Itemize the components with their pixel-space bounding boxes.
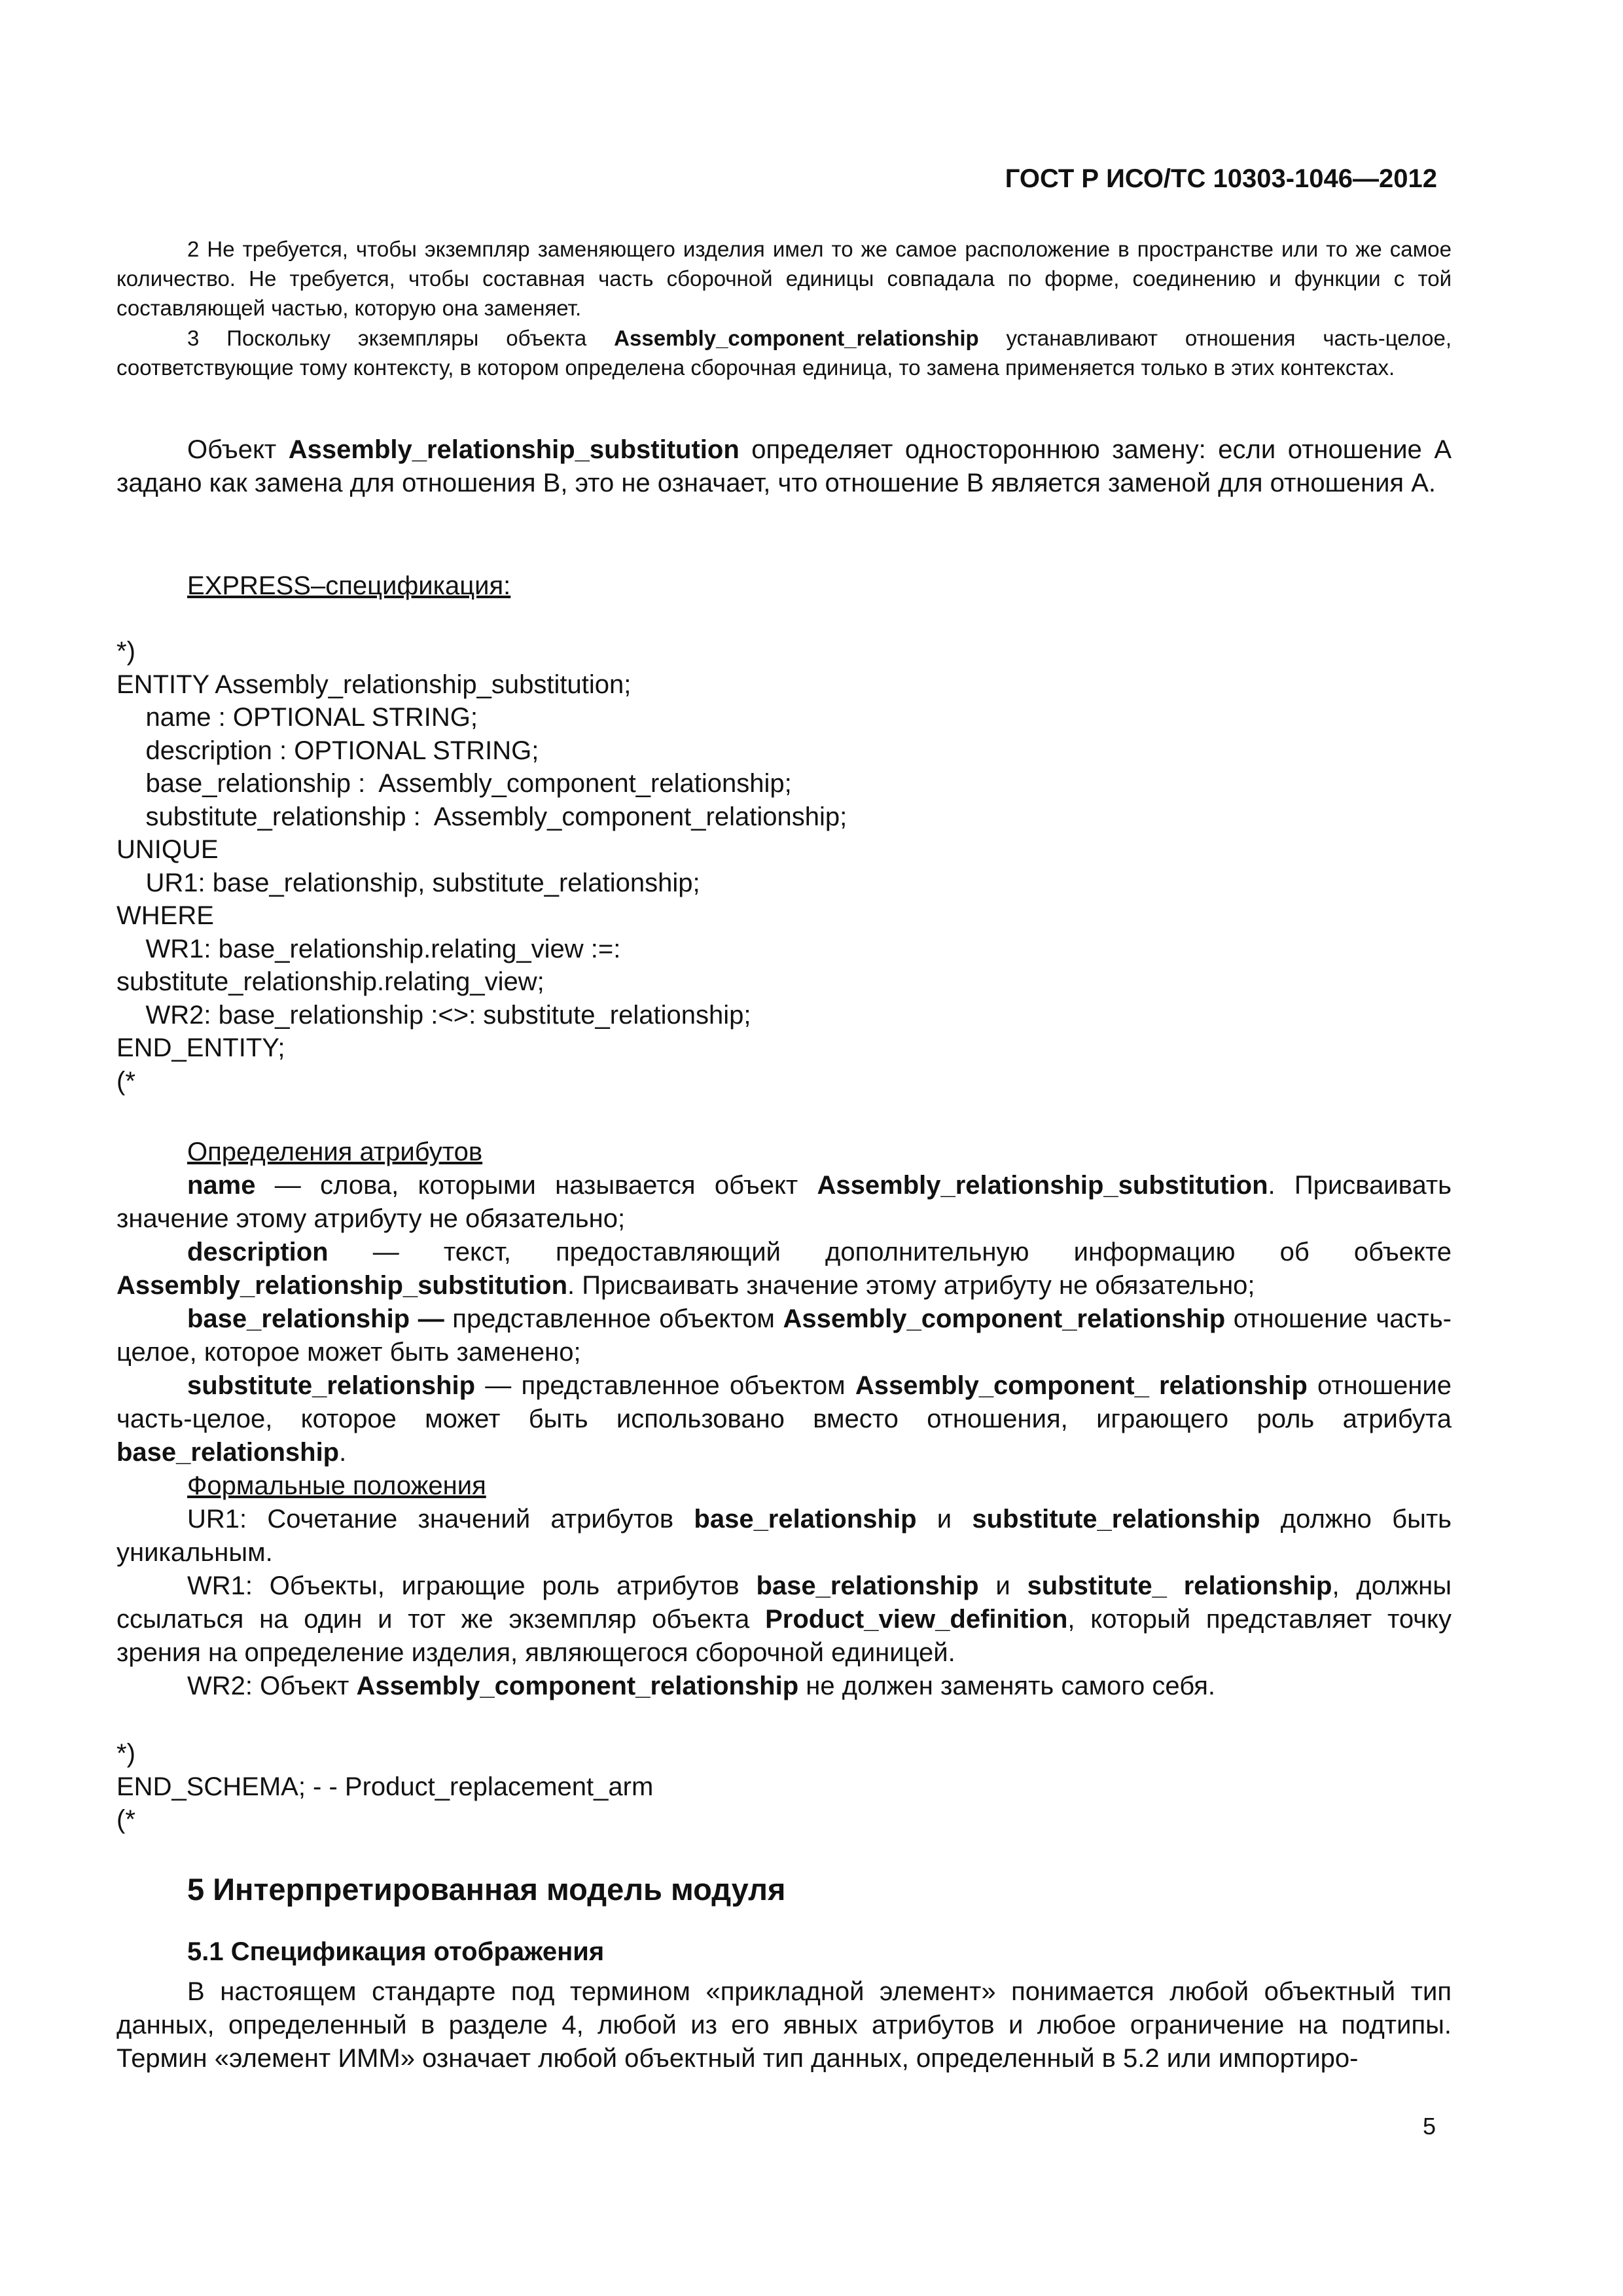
code-line: WHERE: [116, 901, 214, 930]
attr-part: — представленное объектом: [475, 1371, 855, 1400]
express-code-block: [116, 635, 1452, 1098]
formal-entity: base_relationship: [756, 1571, 979, 1600]
code-line: WR1: base_relationship.relating_view :=:: [116, 934, 621, 963]
formal-part: UR1: Сочетание значений атрибутов: [187, 1505, 694, 1534]
attr-entity: Assembly_relationship_substitution: [817, 1171, 1268, 1200]
code-line: (*: [116, 1066, 135, 1096]
attributes-heading: Определения атрибутов: [187, 1138, 483, 1166]
note-2-text: 2 Не требуется, чтобы экземпляр заменяющего изделия имел то же самое расположение в пространстве или то же самое количество. Не требуется, чтобы составная часть сборочной единицы совпадала по форме, соединению и функции с той составляющей частью, которую она заменяет.: [116, 237, 1452, 320]
formal-entity: substitute_relationship: [972, 1505, 1260, 1534]
attr-description-def: [116, 1236, 1452, 1302]
note-2: [116, 234, 1452, 323]
attr-substitute-def: [116, 1369, 1452, 1469]
code-line: name : OPTIONAL STRING;: [116, 703, 478, 732]
formal-part: , который представляет точку зрения на определение изделия, являющегося сборочной единицей.: [116, 1605, 1452, 1667]
attr-term: base_relationship —: [187, 1304, 444, 1333]
note-3-entity: Assembly_component_relationship: [614, 326, 979, 350]
code-line: *): [116, 1739, 135, 1768]
note-3-part: 3 Поскольку экземпляры объекта: [187, 326, 615, 350]
attr-part: представленное объектом: [444, 1304, 783, 1333]
attr-base-def: [116, 1302, 1452, 1369]
attr-part: .: [339, 1438, 347, 1467]
attr-part: . Присваивать значение этому атрибуту не обязательно;: [116, 1171, 1452, 1233]
formal-part: , должны ссылаться на один и тот же экземпляр объекта: [116, 1571, 1452, 1634]
express-label-block: [116, 569, 1452, 603]
express-end-schema-block: [116, 1737, 1452, 1837]
attr-entity: base_relationship: [116, 1438, 340, 1467]
code-line: *): [116, 637, 135, 666]
intro-part: определяет одностороннюю замену: если отношение A задано как замена для отношения B, это не означает, что отношение B является заменой для отношения A.: [116, 435, 1452, 497]
attr-part: отношение часть-целое, которое может быть использовано вместо отношения, играющего роль атрибута: [116, 1371, 1452, 1433]
express-label: EXPRESS–спецификация:: [187, 571, 511, 600]
intro-paragraph: [116, 433, 1452, 500]
attr-term: substitute_relationship: [187, 1371, 476, 1400]
attribute-definitions: [116, 1136, 1452, 1703]
formal-part: должно быть уникальным.: [116, 1505, 1452, 1567]
formal-entity: Assembly_component_relationship: [356, 1672, 799, 1700]
formal-part: и: [978, 1571, 1027, 1600]
note-3-text: [116, 323, 1452, 382]
code-line: base_relationship : Assembly_component_relationship;: [116, 769, 792, 798]
attr-part: — текст, предоставляющий дополнительную информацию об объекте: [328, 1238, 1452, 1266]
code-line: substitute_relationship : Assembly_component_relationship;: [116, 802, 847, 831]
formal-entity: base_relationship: [694, 1505, 917, 1534]
section-5-1-heading: 5.1 Спецификация отображения: [187, 1937, 605, 1966]
code-line: WR2: base_relationship :<>: substitute_relationship;: [116, 1000, 751, 1030]
formal-part: WR2: Объект: [187, 1672, 357, 1700]
page-number: 5: [1422, 2113, 1436, 2140]
formal-wr2: [116, 1670, 1452, 1703]
code-line: substitute_relationship.relating_view;: [116, 967, 544, 996]
section-5-1-paragraph: [116, 1975, 1452, 2075]
formal-part: и: [916, 1505, 972, 1534]
formal-part: WR1: Объекты, играющие роль атрибутов: [187, 1571, 757, 1600]
attr-entity: Assembly_component_ relationship: [855, 1371, 1308, 1400]
code-line: UR1: base_relationship, substitute_relationship;: [116, 868, 700, 897]
intro-text: [116, 433, 1452, 500]
code-line: END_ENTITY;: [116, 1033, 285, 1062]
code-line: UNIQUE: [116, 835, 219, 864]
attr-name-def: [116, 1169, 1452, 1236]
formal-entity: Product_view_definition: [765, 1605, 1068, 1634]
intro-part: Объект: [187, 435, 289, 464]
code-line: ENTITY Assembly_relationship_substitution;: [116, 670, 632, 699]
attr-term: description: [187, 1238, 329, 1266]
document-number-header: ГОСТ Р ИСО/ТС 10303-1046—2012: [1005, 164, 1437, 193]
intro-entity: Assembly_relationship_substitution: [288, 435, 740, 464]
attr-part: . Присваивать значение этому атрибуту не обязательно;: [567, 1271, 1255, 1300]
attr-entity: Assembly_relationship_substitution: [116, 1271, 568, 1300]
code-line: description : OPTIONAL STRING;: [116, 736, 539, 765]
attr-entity: Assembly_component_relationship: [783, 1304, 1226, 1333]
note-3-part: устанавливают отношения часть-целое, соответствующие тому контексту, в котором определена сборочная единица, то замена применяется только в этих контекстах.: [116, 326, 1452, 380]
code-line: (*: [116, 1805, 135, 1834]
formal-entity: substitute_ relationship: [1027, 1571, 1332, 1600]
note-3: [116, 323, 1452, 382]
attr-part: — слова, которыми называется объект: [255, 1171, 817, 1200]
attr-term: name: [187, 1171, 256, 1200]
formal-ur1: [116, 1503, 1452, 1570]
code-line: END_SCHEMA; - - Product_replacement_arm: [116, 1772, 654, 1801]
formal-wr1: [116, 1570, 1452, 1670]
attr-part: отношение часть-целое, которое может быть заменено;: [116, 1304, 1452, 1367]
section-5-1-text: В настоящем стандарте под термином «прикладной элемент» понимается любой объектный тип данных, определенный в разделе 4, любой из его явных атрибутов и любое ограничение на подтипы. Термин «элемент ИММ» означает любой объектный тип данных, определенный в 5.2 или импортиро-: [116, 1977, 1452, 2073]
section-5-heading: 5 Интерпретированная модель модуля: [187, 1872, 786, 1907]
formal-part: не должен заменять самого себя.: [798, 1672, 1216, 1700]
formal-heading: Формальные положения: [187, 1471, 486, 1500]
